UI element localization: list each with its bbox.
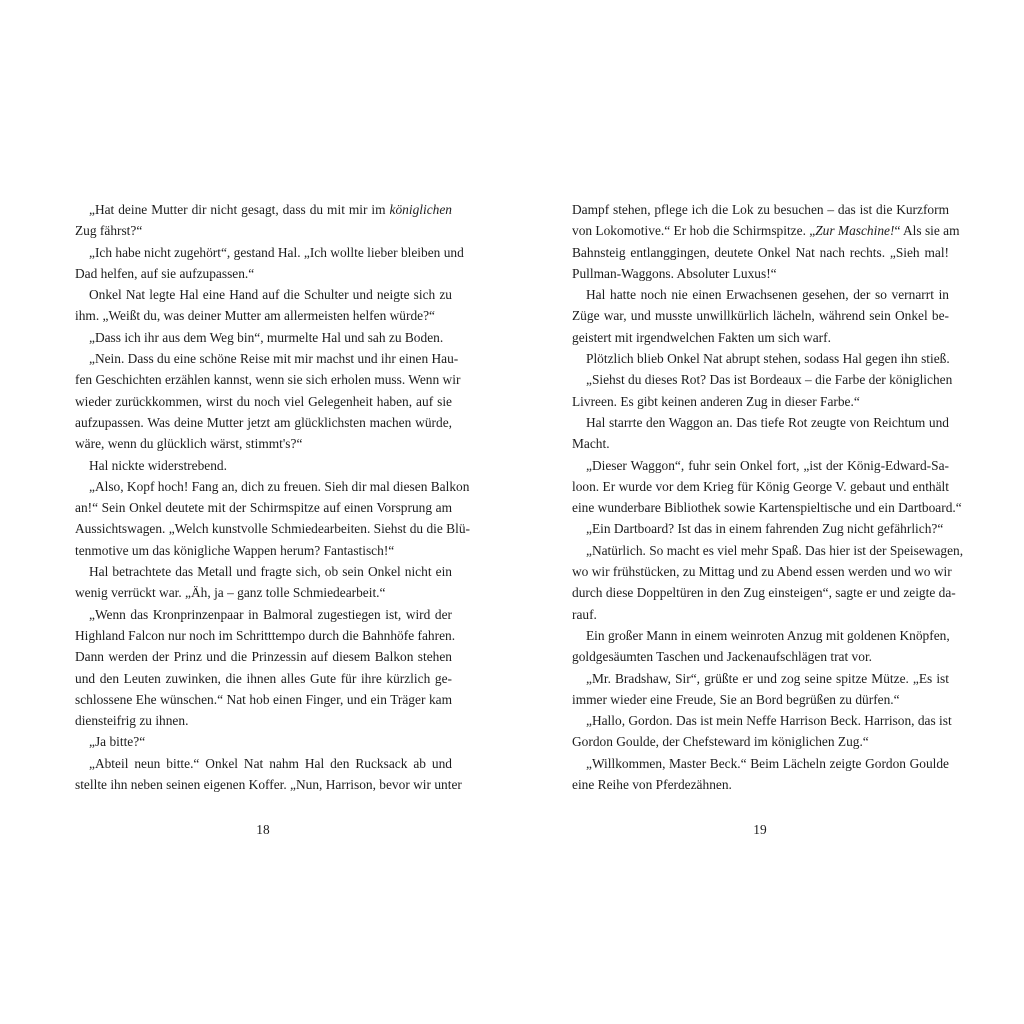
text-line: Dad helfen, auf sie aufzupassen.“ <box>75 265 255 281</box>
text-line: Züge war, und musste unwillkürlich lächeln, während sein Onkel be- <box>572 308 949 324</box>
text-line: stellte ihn neben seinen eigenen Koffer. „Nun, Harrison, bevor wir unter <box>75 777 462 793</box>
text-line: „Dieser Waggon“, fuhr sein Onkel fort, „ist der König-Edward-Sa- <box>586 457 949 473</box>
text-line: „Dass ich ihr aus dem Weg bin“, murmelte Hal und sah zu Boden. <box>89 329 444 345</box>
text-line: Aussichtswagen. „Welch kunstvolle Schmiedearbeiten. Siehst du die Blü- <box>75 521 470 537</box>
text-line: „Ich habe nicht zugehört“, gestand Hal. „Ich wollte lieber bleiben und <box>89 244 464 260</box>
text-line: Gordon Goulde, der Chefsteward im königlichen Zug.“ <box>572 734 869 750</box>
text-line: goldgesäumten Taschen und Jackenaufschlägen trat vor. <box>572 649 873 665</box>
italic-text: königlichen <box>389 202 452 217</box>
text-line: wo wir frühstücken, zu Mittag und zu Abend essen werden und wo wir <box>572 564 952 580</box>
text-line: „Natürlich. So macht es viel mehr Spaß. Das hier ist der Speisewagen, <box>586 542 964 558</box>
text-line: aufzupassen. Was deine Mutter jetzt am glücklichsten machen würde, <box>75 414 452 430</box>
text-line: geistert mit irgendwelchen Fakten um sich warf. <box>572 329 831 345</box>
text-line: Highland Falcon nur noch im Schritttempo durch die Bahnhöfe fahren. <box>75 627 456 643</box>
text-line: eine wunderbare Bibliothek sowie Kartenspieltische und ein Dartboard.“ <box>572 500 962 516</box>
right-page-body <box>572 199 964 795</box>
text-line: Hal hatte noch nie einen Erwachsenen gesehen, der so vernarrt in <box>586 287 949 303</box>
text-line: Hal starrte den Waggon an. Das tiefe Rot zeugte von Reichtum und <box>586 414 949 430</box>
text-line: „Nein. Dass du eine schöne Reise mit mir machst und ihr einen Hau- <box>89 351 459 367</box>
text-line: schlossene Ehe wünschen.“ Nat hob einen Finger, und ein Träger kam <box>75 691 452 707</box>
text-line: „Wenn das Kronprinzenpaar in Balmoral zugestiegen ist, wird der <box>89 606 452 622</box>
text-line: „Ja bitte?“ <box>89 734 146 750</box>
text-line: Pullman-Waggons. Absoluter Luxus!“ <box>572 265 777 281</box>
text-line: loon. Er wurde vor dem Krieg für König George V. gebaut und enthält <box>572 478 949 494</box>
text-line: wenig verrückt war. „Äh, ja – ganz tolle Schmiedearbeit.“ <box>75 585 386 601</box>
text-line: Dampf stehen, pflege ich die Lok zu besuchen – das ist die Kurzform <box>572 202 949 217</box>
text-line: an!“ Sein Onkel deutete mit der Schirmspitze auf einen Vorsprung am <box>75 500 452 516</box>
text-line: „Mr. Bradshaw, Sir“, grüßte er und zog seine spitze Mütze. „Es ist <box>586 670 949 686</box>
italic-text: Zur Maschine! <box>815 223 895 239</box>
text-line: und den Leuten zuwinken, die ihnen alles Gute für ihre kürzlich ge- <box>75 670 452 686</box>
text-line: Hal betrachtete das Metall und fragte sich, ob sein Onkel nicht ein <box>89 564 452 580</box>
text-line: immer wieder eine Freude, Sie an Bord begrüßen zu dürfen.“ <box>572 691 900 707</box>
text-line: durch diese Doppeltüren in den Zug einsteigen“, sagte er und zeigte da- <box>572 585 956 601</box>
left-page-body <box>75 199 470 795</box>
text-line: Hal nickte widerstrebend. <box>89 457 227 473</box>
text-line: Onkel Nat legte Hal eine Hand auf die Schulter und neigte sich zu <box>89 287 452 303</box>
text-line: „Hat deine Mutter dir nicht gesagt, dass du mit mir im königlichen <box>89 202 452 217</box>
text-line: fen Geschichten erzählen kannst, wenn sie sich erholen muss. Wenn wir <box>75 372 461 388</box>
text-line: von Lokomotive.“ Er hob die Schirmspitze. „Zur Maschine!“ Als sie am <box>572 223 960 239</box>
text-line: wäre, wenn du glücklich wärst, stimmt's?“ <box>75 436 303 452</box>
text-line: „Also, Kopf hoch! Fang an, dich zu freuen. Sieh dir mal diesen Balkon <box>89 478 470 494</box>
text-line: diensteifrig zu ihnen. <box>75 713 189 729</box>
text-line: Bahnsteig entlanggingen, deutete Onkel Nat nach rechts. „Sieh mal! <box>572 244 949 260</box>
text-line: Zug fährst?“ <box>75 223 143 239</box>
text-line: Livreen. Es gibt keinen anderen Zug in dieser Farbe.“ <box>572 393 860 409</box>
text-line: „Willkommen, Master Beck.“ Beim Lächeln zeigte Gordon Goulde <box>586 755 949 771</box>
text-line: Ein großer Mann in einem weinroten Anzug mit goldenen Knöpfen, <box>586 627 950 643</box>
text-line: rauf. <box>572 606 597 622</box>
left-page-number: 18 <box>256 822 270 837</box>
text-line: ihm. „Weißt du, was deiner Mutter am allermeisten helfen würde?“ <box>75 308 435 324</box>
text-line: „Hallo, Gordon. Das ist mein Neffe Harrison Beck. Harrison, das ist <box>586 713 952 729</box>
text-line: „Abteil neun bitte.“ Onkel Nat nahm Hal den Rucksack ab und <box>89 755 452 771</box>
text-line: „Siehst du dieses Rot? Das ist Bordeaux – die Farbe der königlichen <box>586 372 953 388</box>
right-page-number: 19 <box>753 822 767 837</box>
text-line: „Ein Dartboard? Ist das in einem fahrenden Zug nicht gefährlich?“ <box>586 521 944 537</box>
text-line: tenmotive um das königliche Wappen herum? Fantastisch!“ <box>75 542 395 558</box>
text-line: Macht. <box>572 436 610 452</box>
text-line: wieder zurückkommen, wirst du noch viel Gelegenheit haben, auf sie <box>75 393 452 409</box>
text-line: Dann werden der Prinz und die Prinzessin auf diesem Balkon stehen <box>75 649 452 665</box>
text-line: Plötzlich blieb Onkel Nat abrupt stehen, sodass Hal gegen ihn stieß. <box>586 351 950 367</box>
text-line: eine Reihe von Pferdezähnen. <box>572 777 732 793</box>
